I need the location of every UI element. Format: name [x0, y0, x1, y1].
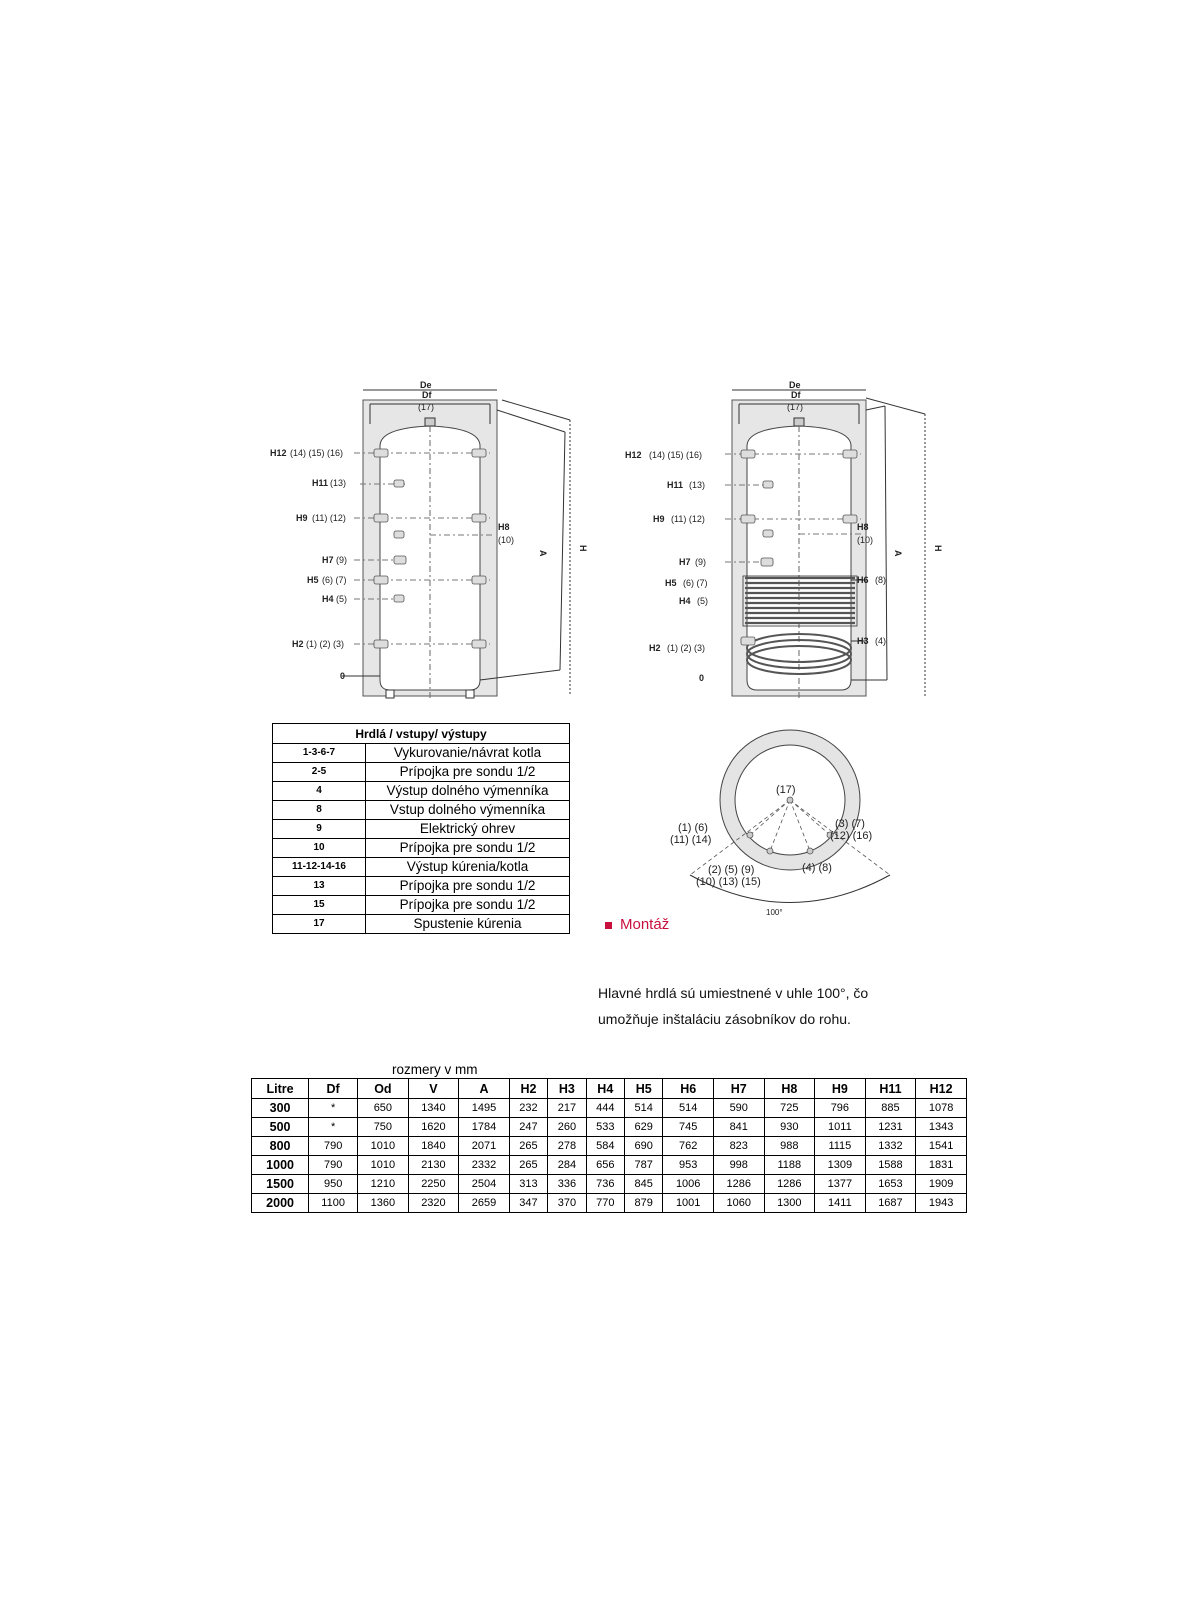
- label-h9-refs: (11) (12): [312, 513, 346, 523]
- label-h: H: [578, 545, 588, 552]
- table-cell: 1653: [865, 1175, 916, 1194]
- row-header-cell: 800: [252, 1137, 309, 1156]
- label-de: De: [789, 380, 801, 390]
- table-row: 10 Prípojka pre sondu 1/2: [273, 839, 570, 858]
- label-h11-refs: (13): [330, 478, 347, 488]
- label-h11: H11: [312, 478, 329, 488]
- table-cell: 930: [764, 1118, 815, 1137]
- note-line-1: Hlavné hrdlá sú umiestnené v uhle 100°, čo: [598, 985, 869, 1001]
- label-a: A: [893, 550, 903, 557]
- label-h2: H2: [649, 643, 661, 653]
- connections-header: Hrdlá / vstupy/ výstupy: [273, 724, 570, 744]
- table-cell: 2332: [459, 1156, 510, 1175]
- table-cell: 1210: [358, 1175, 409, 1194]
- table-cell: 1060: [713, 1194, 764, 1213]
- column-header: H12: [916, 1079, 967, 1099]
- table-cell: 1010: [358, 1156, 409, 1175]
- table-cell: 1332: [865, 1137, 916, 1156]
- table-cell: 1360: [358, 1194, 409, 1213]
- label-h4-refs: (5): [336, 594, 347, 604]
- table-cell: 796: [815, 1099, 866, 1118]
- tank-diagram-right: [625, 380, 945, 700]
- label-h5-refs: (6) (7): [683, 578, 708, 588]
- table-row: 8 Vstup dolného výmenníka: [273, 801, 570, 820]
- table-cell: 514: [625, 1099, 663, 1118]
- table-cell: 2504: [459, 1175, 510, 1194]
- table-row: [252, 1099, 967, 1118]
- note-line-2: umožňuje inštaláciu zásobníkov do rohu.: [598, 1011, 851, 1027]
- label-df: Df: [791, 390, 801, 400]
- row-header-cell: 2000: [252, 1194, 309, 1213]
- table-cell: 1011: [815, 1118, 866, 1137]
- table-cell: 1006: [663, 1175, 714, 1194]
- table-cell: 590: [713, 1099, 764, 1118]
- table-cell: 1541: [916, 1137, 967, 1156]
- table-cell: 841: [713, 1118, 764, 1137]
- column-header: H3: [548, 1079, 586, 1099]
- table-cell: 1620: [408, 1118, 459, 1137]
- label-h12-refs: (14) (15) (16): [290, 448, 344, 458]
- table-cell: 313: [509, 1175, 547, 1194]
- label-h7-refs: (9): [336, 555, 347, 565]
- table-cell: 725: [764, 1099, 815, 1118]
- table-row: 15 Prípojka pre sondu 1/2: [273, 896, 570, 915]
- table-cell: 347: [509, 1194, 547, 1213]
- table-cell: 750: [358, 1118, 409, 1137]
- table-cell: 1001: [663, 1194, 714, 1213]
- label-h8: H8: [857, 522, 869, 532]
- table-cell: *: [309, 1099, 358, 1118]
- table-cell: 2320: [408, 1194, 459, 1213]
- table-cell: 533: [586, 1118, 624, 1137]
- label-17: (17): [776, 784, 796, 796]
- table-row: 13 Prípojka pre sondu 1/2: [273, 877, 570, 896]
- label-h8: H8: [498, 522, 510, 532]
- table-cell: 1343: [916, 1118, 967, 1137]
- label-h12: H12: [625, 450, 642, 460]
- label-17: (17): [787, 402, 804, 412]
- table-cell: 998: [713, 1156, 764, 1175]
- column-header: H6: [663, 1079, 714, 1099]
- label-17: (17): [418, 402, 435, 412]
- table-cell: 790: [309, 1137, 358, 1156]
- table-cell: 232: [509, 1099, 547, 1118]
- label-h5: H5: [307, 575, 319, 585]
- label-de: De: [420, 380, 432, 390]
- column-header: Df: [309, 1079, 358, 1099]
- label-zero: 0: [699, 673, 705, 683]
- table-cell: 988: [764, 1137, 815, 1156]
- connections-table: [272, 723, 570, 934]
- dimensions-header-row: [252, 1079, 967, 1099]
- label-h7: H7: [322, 555, 334, 565]
- table-cell: 1687: [865, 1194, 916, 1213]
- label-h9: H9: [653, 514, 665, 524]
- label-h2-refs: (1) (2) (3): [667, 643, 705, 653]
- label-h9: H9: [296, 513, 308, 523]
- table-cell: 1831: [916, 1156, 967, 1175]
- table-row: [252, 1118, 967, 1137]
- montaz-heading: [605, 916, 669, 933]
- table-cell: 1784: [459, 1118, 510, 1137]
- table-cell: 260: [548, 1118, 586, 1137]
- column-header: A: [459, 1079, 510, 1099]
- row-header-cell: 1000: [252, 1156, 309, 1175]
- table-cell: 736: [586, 1175, 624, 1194]
- table-cell: 444: [586, 1099, 624, 1118]
- row-header-cell: 300: [252, 1099, 309, 1118]
- montaz-title: Montáž: [620, 916, 670, 933]
- label-h5: H5: [665, 578, 677, 588]
- table-cell: 1100: [309, 1194, 358, 1213]
- label-df: Df: [422, 390, 432, 400]
- table-row: 9 Elektrický ohrev: [273, 820, 570, 839]
- table-cell: 2130: [408, 1156, 459, 1175]
- label-h7-refs: (9): [695, 557, 706, 567]
- label-left-2: (11) (14): [670, 834, 712, 846]
- column-header: H4: [586, 1079, 624, 1099]
- table-row: [252, 1137, 967, 1156]
- table-row: 2-5 Prípojka pre sondu 1/2: [273, 763, 570, 782]
- table-row: 17 Spustenie kúrenia: [273, 915, 570, 934]
- table-cell: 370: [548, 1194, 586, 1213]
- table-cell: 1286: [713, 1175, 764, 1194]
- table-cell: 1300: [764, 1194, 815, 1213]
- tank-diagram-left: [270, 380, 590, 700]
- label-h12: H12: [270, 448, 287, 458]
- table-cell: 1286: [764, 1175, 815, 1194]
- table-row: [252, 1156, 967, 1175]
- label-h4: H4: [679, 596, 691, 606]
- table-cell: 336: [548, 1175, 586, 1194]
- table-cell: 1909: [916, 1175, 967, 1194]
- label-h9-refs: (11) (12): [671, 514, 705, 524]
- table-cell: 1340: [408, 1099, 459, 1118]
- table-cell: 2250: [408, 1175, 459, 1194]
- dimensions-table: [251, 1078, 967, 1213]
- table-cell: 629: [625, 1118, 663, 1137]
- montaz-note: [598, 980, 938, 1032]
- table-cell: 1943: [916, 1194, 967, 1213]
- table-row: [252, 1194, 967, 1213]
- label-h: H: [933, 545, 943, 552]
- table-cell: 1309: [815, 1156, 866, 1175]
- table-cell: 2659: [459, 1194, 510, 1213]
- table-cell: 2071: [459, 1137, 510, 1156]
- table-cell: 885: [865, 1099, 916, 1118]
- table-row: 1-3-6-7 Vykurovanie/návrat kotla: [273, 744, 570, 763]
- column-header: H7: [713, 1079, 764, 1099]
- table-cell: 770: [586, 1194, 624, 1213]
- table-cell: 790: [309, 1156, 358, 1175]
- table-cell: 690: [625, 1137, 663, 1156]
- table-cell: 1188: [764, 1156, 815, 1175]
- label-h7: H7: [679, 557, 691, 567]
- table-cell: *: [309, 1118, 358, 1137]
- label-zero: 0: [340, 671, 346, 681]
- table-cell: 762: [663, 1137, 714, 1156]
- column-header: H2: [509, 1079, 547, 1099]
- table-cell: 247: [509, 1118, 547, 1137]
- table-cell: 265: [509, 1137, 547, 1156]
- label-angle: 100°: [766, 908, 783, 917]
- table-cell: 845: [625, 1175, 663, 1194]
- table-cell: 745: [663, 1118, 714, 1137]
- row-header-cell: 500: [252, 1118, 309, 1137]
- table-cell: 1411: [815, 1194, 866, 1213]
- table-cell: 1078: [916, 1099, 967, 1118]
- table-cell: 823: [713, 1137, 764, 1156]
- label-h2-refs: (1) (2) (3): [306, 639, 344, 649]
- column-header: Litre: [252, 1079, 309, 1099]
- table-cell: 1377: [815, 1175, 866, 1194]
- label-h2: H2: [292, 639, 304, 649]
- table-cell: 656: [586, 1156, 624, 1175]
- label-h3: H3: [857, 636, 869, 646]
- label-right-1: (3) (7): [835, 818, 865, 830]
- column-header: Od: [358, 1079, 409, 1099]
- table-cell: 217: [548, 1099, 586, 1118]
- table-cell: 584: [586, 1137, 624, 1156]
- label-h4-refs: (5): [697, 596, 708, 606]
- table-cell: 950: [309, 1175, 358, 1194]
- table-cell: 879: [625, 1194, 663, 1213]
- label-h3-refs: (4): [875, 636, 886, 646]
- table-cell: 278: [548, 1137, 586, 1156]
- label-left-1: (1) (6): [678, 822, 708, 834]
- table-cell: 1115: [815, 1137, 866, 1156]
- label-h5-refs: (6) (7): [322, 575, 347, 585]
- label-h4: H4: [322, 594, 334, 604]
- table-row: [252, 1175, 967, 1194]
- dimensions-caption: rozmery v mm: [392, 1062, 478, 1077]
- table-cell: 265: [509, 1156, 547, 1175]
- table-cell: 284: [548, 1156, 586, 1175]
- label-h12-refs: (14) (15) (16): [649, 450, 703, 460]
- label-right-2: (12) (16): [830, 830, 873, 842]
- label-h11-refs: (13): [689, 480, 706, 490]
- column-header: H5: [625, 1079, 663, 1099]
- column-header: H8: [764, 1079, 815, 1099]
- column-header: V: [408, 1079, 459, 1099]
- label-bottom-3: (4) (8): [802, 862, 832, 874]
- label-h6: H6: [857, 575, 869, 585]
- table-row: 11-12-14-16 Výstup kúrenia/kotla: [273, 858, 570, 877]
- label-h8-refs: (10): [498, 535, 515, 545]
- table-cell: 650: [358, 1099, 409, 1118]
- table-cell: 1588: [865, 1156, 916, 1175]
- label-bottom-1: (2) (5) (9): [708, 864, 755, 876]
- table-cell: 1010: [358, 1137, 409, 1156]
- column-header: H9: [815, 1079, 866, 1099]
- table-cell: 1840: [408, 1137, 459, 1156]
- table-cell: 787: [625, 1156, 663, 1175]
- label-h11: H11: [667, 480, 684, 490]
- table-cell: 1495: [459, 1099, 510, 1118]
- label-a: A: [538, 550, 548, 557]
- table-cell: 514: [663, 1099, 714, 1118]
- label-h8-refs: (10): [857, 535, 874, 545]
- column-header: H11: [865, 1079, 916, 1099]
- label-bottom-2: (10) (13) (15): [696, 876, 761, 888]
- label-h6-refs: (8): [875, 575, 886, 585]
- table-row: 4 Výstup dolného výmenníka: [273, 782, 570, 801]
- tank-top-view-diagram: [670, 715, 910, 930]
- table-cell: 953: [663, 1156, 714, 1175]
- square-bullet-icon: [605, 922, 612, 929]
- row-header-cell: 1500: [252, 1175, 309, 1194]
- table-cell: 1231: [865, 1118, 916, 1137]
